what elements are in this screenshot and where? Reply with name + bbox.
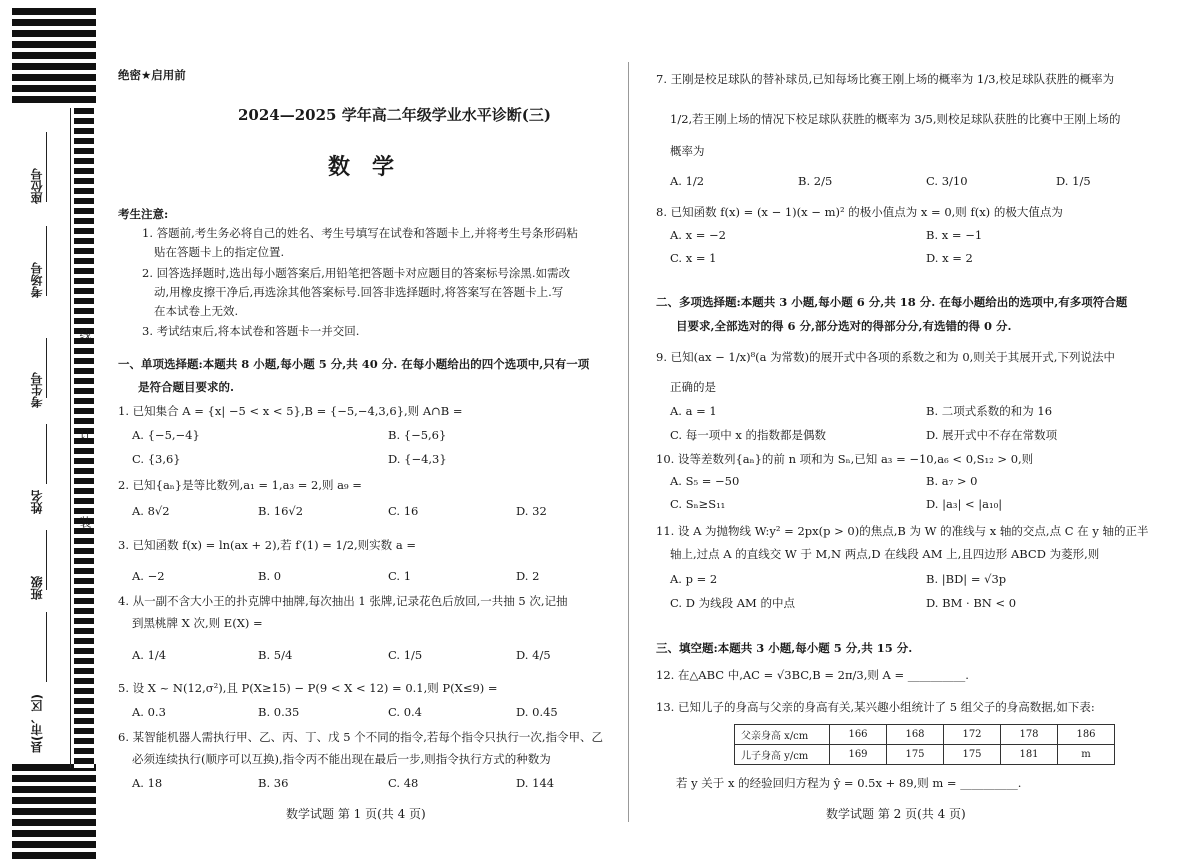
- q4-option-b[interactable]: B. 5/4: [258, 648, 293, 662]
- notice-line: 贴在答题卡上的指定位置.: [154, 245, 285, 259]
- q5-option-c[interactable]: C. 0.4: [388, 705, 422, 719]
- notice-line: 在本试卷上无效.: [154, 304, 239, 318]
- q8-option-d[interactable]: D. x = 2: [926, 251, 973, 265]
- table-cell: 166: [830, 725, 887, 745]
- field-seat-label: 座位号: [30, 168, 44, 204]
- question-9-cont: 正确的是: [670, 380, 716, 394]
- table-cell: 169: [830, 745, 887, 765]
- table-row-header: 儿子身高 y/cm: [735, 745, 830, 765]
- binding-char-order: 订: [78, 428, 92, 440]
- question-7-cont2: 概率为: [670, 144, 705, 158]
- height-data-table: [734, 724, 1115, 765]
- table-cell: 181: [1001, 745, 1058, 765]
- q7-option-a[interactable]: A. 1/2: [670, 174, 705, 188]
- binding-char-pack: 装: [78, 516, 92, 528]
- q10-option-b[interactable]: B. a₇ > 0: [926, 474, 978, 488]
- q10-option-d[interactable]: D. |a₃| < |a₁₀|: [926, 497, 1003, 511]
- table-cell: 168: [887, 725, 944, 745]
- page-footer-right: 数学试题 第 2 页(共 4 页): [826, 807, 966, 821]
- notice-line: 动,用橡皮擦干净后,再选涂其他答案标号.回答非选择题时,将答案写在答题卡上.写: [154, 285, 564, 299]
- exam-title: 2024—2025 学年高二年级学业水平诊断(三): [238, 106, 551, 124]
- secret-label: 绝密★启用前: [118, 68, 186, 82]
- q5-option-b[interactable]: B. 0.35: [258, 705, 300, 719]
- question-6: 6. 某智能机器人需执行甲、乙、丙、丁、戊 5 个不同的指令,若每个指令只执行一次,指令甲、乙: [118, 730, 604, 744]
- field-room-line[interactable]: [46, 226, 47, 296]
- subject-title: 数学: [328, 154, 417, 180]
- table-cell: 186: [1058, 725, 1115, 745]
- q1-option-d[interactable]: D. {−4,3}: [388, 452, 447, 466]
- section-single-choice-cont: 是符合题目要求的.: [138, 380, 235, 394]
- page-footer-left: 数学试题 第 1 页(共 4 页): [286, 807, 426, 821]
- top-barcode-stripes: [12, 8, 96, 107]
- field-examid-label: 考生号: [30, 372, 44, 408]
- question-11: 11. 设 A 为抛物线 W:y² = 2px(p > 0)的焦点,B 为 W 的准线与 x 轴的交点,点 C 在 y 轴的正半: [656, 524, 1149, 538]
- q11-option-b[interactable]: B. |BD| = √3p: [926, 572, 1007, 586]
- q2-option-c[interactable]: C. 16: [388, 504, 419, 518]
- section-multi-choice: 二、多项选择题:本题共 3 小题,每小题 6 分,共 18 分. 在每小题给出的选项中,有多项符合题: [656, 295, 1128, 309]
- q3-option-a[interactable]: A. −2: [132, 569, 165, 583]
- bottom-barcode-stripes: [12, 764, 96, 863]
- q8-option-a[interactable]: A. x = −2: [670, 228, 727, 242]
- question-8: 8. 已知函数 f(x) = (x − 1)(x − m)² 的极小值点为 x = 0,则 f(x) 的极大值点为: [656, 205, 1063, 219]
- q3-option-d[interactable]: D. 2: [516, 569, 540, 583]
- question-6-cont: 必须连续执行(顺序可以互换),指令丙不能出现在最后一步,则指令执行方式的种数为: [132, 752, 551, 766]
- q4-option-d[interactable]: D. 4/5: [516, 648, 551, 662]
- table-cell: 175: [887, 745, 944, 765]
- table-cell: 172: [944, 725, 1001, 745]
- section-fill-blank: 三、填空题:本题共 3 小题,每小题 5 分,共 15 分.: [656, 641, 913, 655]
- q2-option-d[interactable]: D. 32: [516, 504, 547, 518]
- q7-option-d[interactable]: D. 1/5: [1056, 174, 1091, 188]
- section-multi-choice-cont: 目要求,全部选对的得 6 分,部分选对的得部分分,有选错的得 0 分.: [676, 319, 1012, 333]
- table-row-header: 父亲身高 x/cm: [735, 725, 830, 745]
- q11-option-a[interactable]: A. p = 2: [670, 572, 718, 586]
- q5-option-d[interactable]: D. 0.45: [516, 705, 558, 719]
- q10-option-a[interactable]: A. S₅ = −50: [670, 474, 740, 488]
- notice-line: 3. 考试结束后,将本试卷和答题卡一并交回.: [142, 324, 360, 338]
- q6-option-b[interactable]: B. 36: [258, 776, 289, 790]
- notice-line: 2. 回答选择题时,选出每小题答案后,用铅笔把答题卡对应题目的答案标号涂黑.如需改: [142, 266, 571, 280]
- question-4-cont: 到黑桃牌 X 次,则 E(X) =: [132, 616, 263, 630]
- q9-option-b[interactable]: B. 二项式系数的和为 16: [926, 404, 1053, 418]
- q10-option-c[interactable]: C. Sₙ≥S₁₁: [670, 497, 726, 511]
- question-10: 10. 设等差数列{aₙ}的前 n 项和为 Sₙ,已知 a₃ = −10,a₆ < 0,S₁₂ > 0,则: [656, 452, 1034, 466]
- question-9: 9. 已知(ax − 1/x)⁸(a 为常数)的展开式中各项的系数之和为 0,则关于其展开式,下列说法中: [656, 350, 1115, 364]
- q8-option-c[interactable]: C. x = 1: [670, 251, 717, 265]
- q7-option-c[interactable]: C. 3/10: [926, 174, 968, 188]
- question-13-tail: 若 y 关于 x 的经验回归方程为 ŷ = 0.5x + 89,则 m = __________.: [676, 776, 1022, 790]
- q11-option-c[interactable]: C. D 为线段 AM 的中点: [670, 596, 795, 610]
- q9-option-d[interactable]: D. 展开式中不存在常数项: [926, 428, 1058, 442]
- q9-option-a[interactable]: A. a = 1: [670, 404, 717, 418]
- table-cell: 175: [944, 745, 1001, 765]
- binding-line: [70, 108, 71, 768]
- notice-line: 1. 答题前,考生务必将自己的姓名、考生号填写在试卷和答题卡上,并将考生号条形码粘: [142, 226, 578, 240]
- q2-option-b[interactable]: B. 16√2: [258, 504, 304, 518]
- q3-option-c[interactable]: C. 1: [388, 569, 412, 583]
- q9-option-c[interactable]: C. 每一项中 x 的指数都是偶数: [670, 428, 826, 442]
- field-name-line[interactable]: [46, 424, 47, 484]
- q2-option-a[interactable]: A. 8√2: [132, 504, 170, 518]
- table-row: [735, 725, 1115, 745]
- table-cell: m: [1058, 745, 1115, 765]
- field-class-label: 班级: [30, 576, 44, 600]
- question-13: 13. 已知儿子的身高与父亲的身高有关,某兴趣小组统计了 5 组父子的身高数据,如下表:: [656, 700, 1095, 714]
- field-name-label: 姓名: [30, 490, 44, 514]
- q4-option-c[interactable]: C. 1/5: [388, 648, 423, 662]
- question-3: 3. 已知函数 f(x) = ln(ax + 2),若 f′(1) = 1/2,则实数 a =: [118, 538, 416, 552]
- question-11-cont: 轴上,过点 A 的直线交 W 于 M,N 两点,D 在线段 AM 上,且四边形 ABCD 为菱形,则: [670, 547, 1100, 561]
- notice-title: 考生注意:: [118, 207, 169, 221]
- question-5: 5. 设 X ~ N(12,σ²),且 P(X≥15) − P(9 < X < 12) = 0.1,则 P(X≤9) =: [118, 681, 498, 695]
- field-room-label: 考场号: [30, 262, 44, 298]
- field-seat-line[interactable]: [46, 132, 47, 202]
- table-cell: 178: [1001, 725, 1058, 745]
- field-examid-line[interactable]: [46, 338, 47, 398]
- q5-option-a[interactable]: A. 0.3: [132, 705, 166, 719]
- q1-option-b[interactable]: B. {−5,6}: [388, 428, 447, 442]
- question-2: 2. 已知{aₙ}是等比数列,a₁ = 1,a₃ = 2,则 a₉ =: [118, 478, 362, 492]
- q6-option-a[interactable]: A. 18: [132, 776, 163, 790]
- page-divider: [628, 62, 629, 822]
- question-1: 1. 已知集合 A = {x| −5 < x < 5},B = {−5,−4,3,6},则 A∩B =: [118, 404, 463, 418]
- table-row: [735, 745, 1115, 765]
- field-class-line[interactable]: [46, 530, 47, 590]
- field-county-line[interactable]: [46, 612, 47, 682]
- question-7-cont: 1/2,若王刚上场的情况下校足球队获胜的概率为 3/5,则校足球队获胜的比赛中王刚上场的: [670, 112, 1121, 126]
- question-4: 4. 从一副不含大小王的扑克牌中抽牌,每次抽出 1 张牌,记录花色后放回,一共抽 5 次,记抽: [118, 594, 568, 608]
- field-county-label: 县(市、区): [30, 694, 44, 753]
- q4-option-a[interactable]: A. 1/4: [132, 648, 167, 662]
- question-7: 7. 王刚是校足球队的替补球员,已知每场比赛王刚上场的概率为 1/3,校足球队获胜的概率为: [656, 72, 1115, 86]
- question-12: 12. 在△ABC 中,AC = √3BC,B = 2π/3,则 A = __________.: [656, 668, 969, 682]
- q7-option-b[interactable]: B. 2/5: [798, 174, 833, 188]
- q6-option-c[interactable]: C. 48: [388, 776, 419, 790]
- q3-option-b[interactable]: B. 0: [258, 569, 282, 583]
- q8-option-b[interactable]: B. x = −1: [926, 228, 983, 242]
- section-single-choice: 一、单项选择题:本题共 8 小题,每小题 5 分,共 40 分. 在每小题给出的四个选项中,只有一项: [118, 357, 590, 371]
- q6-option-d[interactable]: D. 144: [516, 776, 555, 790]
- q11-option-d[interactable]: D. BM · BN < 0: [926, 596, 1017, 610]
- q1-option-c[interactable]: C. {3,6}: [132, 452, 181, 466]
- binding-char-line: 线: [78, 328, 92, 340]
- q1-option-a[interactable]: A. {−5,−4}: [132, 428, 200, 442]
